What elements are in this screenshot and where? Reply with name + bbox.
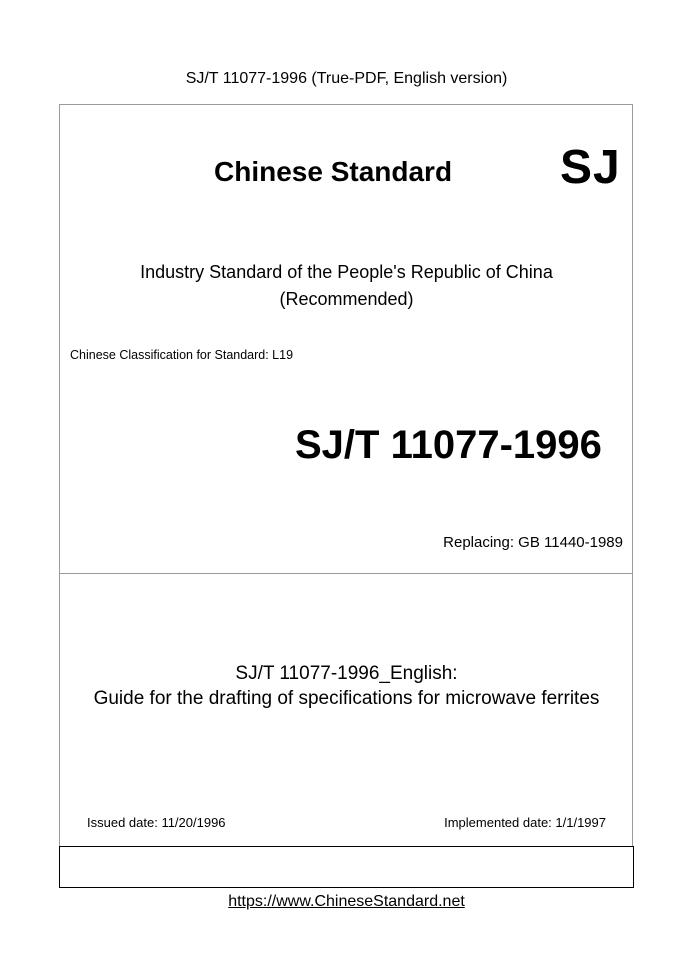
document-title-line-1: SJ/T 11077-1996_English: [235,663,458,684]
industry-line-1: Industry Standard of the People's Republic of China [140,262,553,282]
issued-date: Issued date: 11/20/1996 [87,815,226,830]
page-header: SJ/T 11077-1996 (True-PDF, English version) [185,70,508,87]
classification-label: Chinese Classification for Standard: L19 [70,348,294,362]
industry-statement [0,259,693,313]
document-title [0,661,693,711]
cover-bottom-frame [59,846,634,888]
standard-number: SJ/T 11077-1996 [295,423,602,467]
document-title-line-2: Guide for the drafting of specifications for microwave ferrites [93,688,600,709]
cover-title: Chinese Standard [214,156,453,187]
implemented-date: Implemented date: 1/1/1997 [444,815,606,830]
replacing-label: Replacing: GB 11440-1989 [443,534,623,551]
footer [0,893,693,911]
industry-line-2: (Recommended) [279,289,414,309]
standard-code-mark: SJ [560,141,621,194]
website-link[interactable]: https://www.ChineseStandard.net [228,893,465,910]
